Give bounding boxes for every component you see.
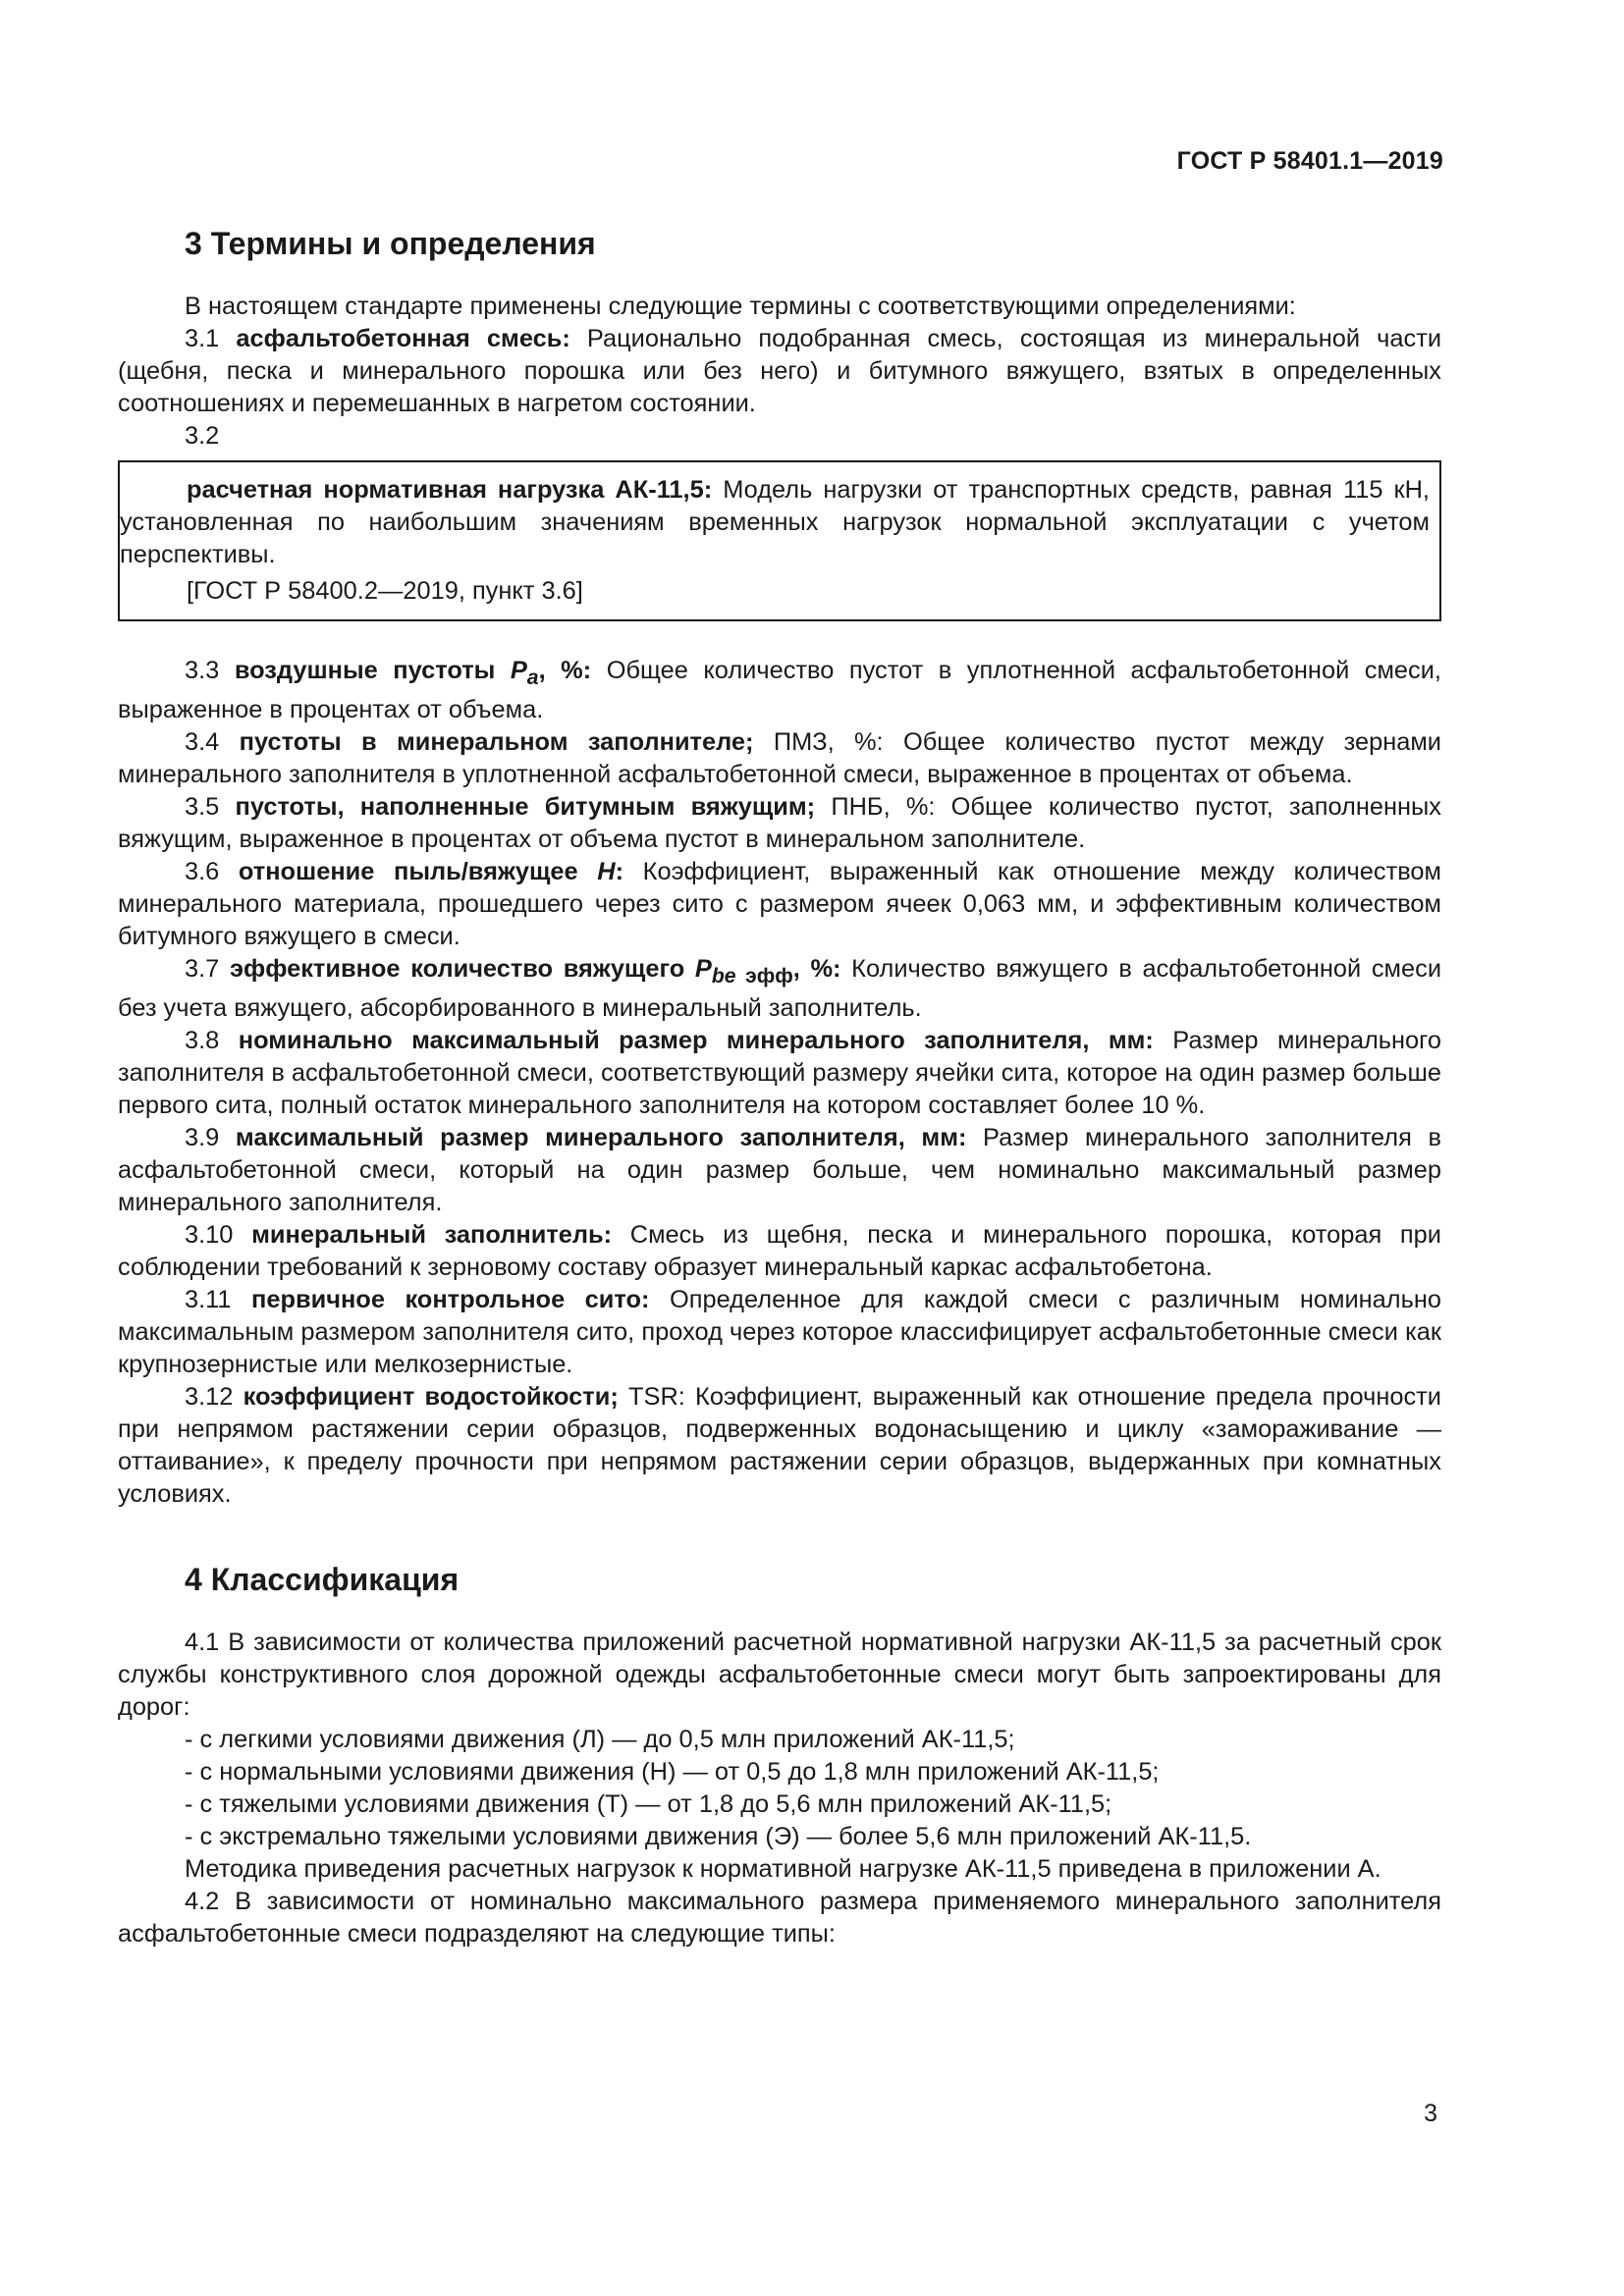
page-number: 3 <box>1424 2100 1437 2127</box>
term-3-9: 3.9 максимальный размер минерального заполнителя, мм: Размер минерального заполнителя в асфальтобетонной смеси, который на один размер больше, чем номинально максимальный размер минерального заполнителя. <box>118 1124 1441 1217</box>
term-3-4: 3.4 пустоты в минеральном заполнителе; ПМЗ, %: Общее количество пустот между зернами минерального заполнителя в уплотненной асфальтобетонной смеси, выраженное в процентах от объема. <box>118 728 1441 789</box>
method-reference: Методика приведения расчетных нагрузок к нормативной нагрузке АК-11,5 приведена в приложении А. <box>185 1855 1381 1884</box>
document-code-header: ГОСТ Р 58401.1—2019 <box>1176 147 1443 175</box>
term-3-6: 3.6 отношение пыль/вяжущее H: Коэффициент, выраженный как отношение между количеством минерального материала, прошедшего через сито с размером ячеек 0,063 мм, и эффективным количеством битумного вяжущего в смеси. <box>118 858 1441 951</box>
term-3-2: расчетная нормативная нагрузка АК-11,5: Модель нагрузки от транспортных средств, равная 115 кН, установленная по наибольшим значениям временных нагрузок нормальной эксплуатации с учетом перспективы. <box>120 476 1430 568</box>
quoted-definition-box <box>118 460 1441 621</box>
page-content <box>118 224 1441 1950</box>
list-item: - с нормальными условиями движения (Н) — от 0,5 до 1,8 млн приложений АК-11,5; <box>185 1758 1160 1787</box>
term-3-5: 3.5 пустоты, наполненные битумным вяжущим; ПНБ, %: Общее количество пустот, заполненных вяжущим, выраженное в процентах от объема пустот в минеральном заполнителе. <box>118 793 1441 854</box>
term-3-2-number: 3.2 <box>185 422 220 450</box>
term-3-3: 3.3 воздушные пустоты $P_a$, %: Общее количество пустот в уплотненной асфальтобетонной смеси, выраженное в процентах от объема. <box>118 657 1441 724</box>
section-3-heading: 3 Термины и определения <box>185 226 596 261</box>
list-item: - с экстремально тяжелыми условиями движения (Э) — более 5,6 млн приложений АК-11,5. <box>185 1823 1252 1851</box>
clause-4-1: 4.1 В зависимости от количества приложений расчетной нормативной нагрузки АК-11,5 за расчетный срок службы конструктивного слоя дорожной одежды асфальтобетонные смеси могут быть запроектированы для дорог: <box>118 1629 1441 1722</box>
clause-4-2: 4.2 В зависимости от номинально максимального размера применяемого минерального заполнителя асфальтобетонные смеси подразделяют на следующие типы: <box>118 1888 1441 1949</box>
term-3-12: 3.12 коэффициент водостойкости; TSR: Коэффициент, выраженный как отношение предела прочности при непрямом растяжении серии образцов, подверженных водонасыщению и циклу «замораживание — оттаивание», к пределу прочности при непрямом растяжении серии образцов, выдержанных при комнатных условиях. <box>118 1383 1441 1509</box>
term-3-11: 3.11 первичное контрольное сито: Определенное для каждой смеси с различным номинально максимальным размером заполнителя сито, проход через которое классифицирует асфальтобетонные смеси как крупнозернистые или мелкозернистые. <box>118 1286 1441 1379</box>
list-item: - с легкими условиями движения (Л) — до 0,5 млн приложений АК-11,5; <box>185 1726 1015 1754</box>
term-3-10: 3.10 минеральный заполнитель: Смесь из щебня, песка и минерального порошка, которая при соблюдении требований к зерновому составу образует минеральный каркас асфальтобетона. <box>118 1221 1441 1282</box>
list-item: - с тяжелыми условиями движения (Т) — от 1,8 до 5,6 млн приложений АК-11,5; <box>185 1790 1112 1819</box>
term-3-2-source: [ГОСТ Р 58400.2—2019, пункт 3.6] <box>187 577 583 605</box>
traffic-conditions-list <box>118 1724 1441 1853</box>
section-4-heading: 4 Классификация <box>185 1562 460 1598</box>
section-3-intro: В настоящем стандарте применены следующие термины с соответствующими определениями: <box>185 293 1296 320</box>
term-3-1: 3.1 асфальтобетонная смесь: Рационально подобранная смесь, состоящая из минеральной части (щебня, песка и минерального порошка или без него) и битумного вяжущего, взятых в определенных соотношениях и перемешанных в нагретом состоянии. <box>118 325 1442 417</box>
term-3-7: 3.7 эффективное количество вяжущего $P_{be эфф}$, %: Количество вяжущего в асфальтобетонной смеси без учета вяжущего, абсорбированного в минеральный заполнитель. <box>118 955 1441 1023</box>
term-3-8: 3.8 номинально максимальный размер минерального заполнителя, мм: Размер минерального заполнителя в асфальтобетонной смеси, соответствующий размеру ячейки сита, которое на один размер больше первого сита, полный остаток минерального заполнителя на котором составляет более 10 %. <box>118 1027 1441 1120</box>
